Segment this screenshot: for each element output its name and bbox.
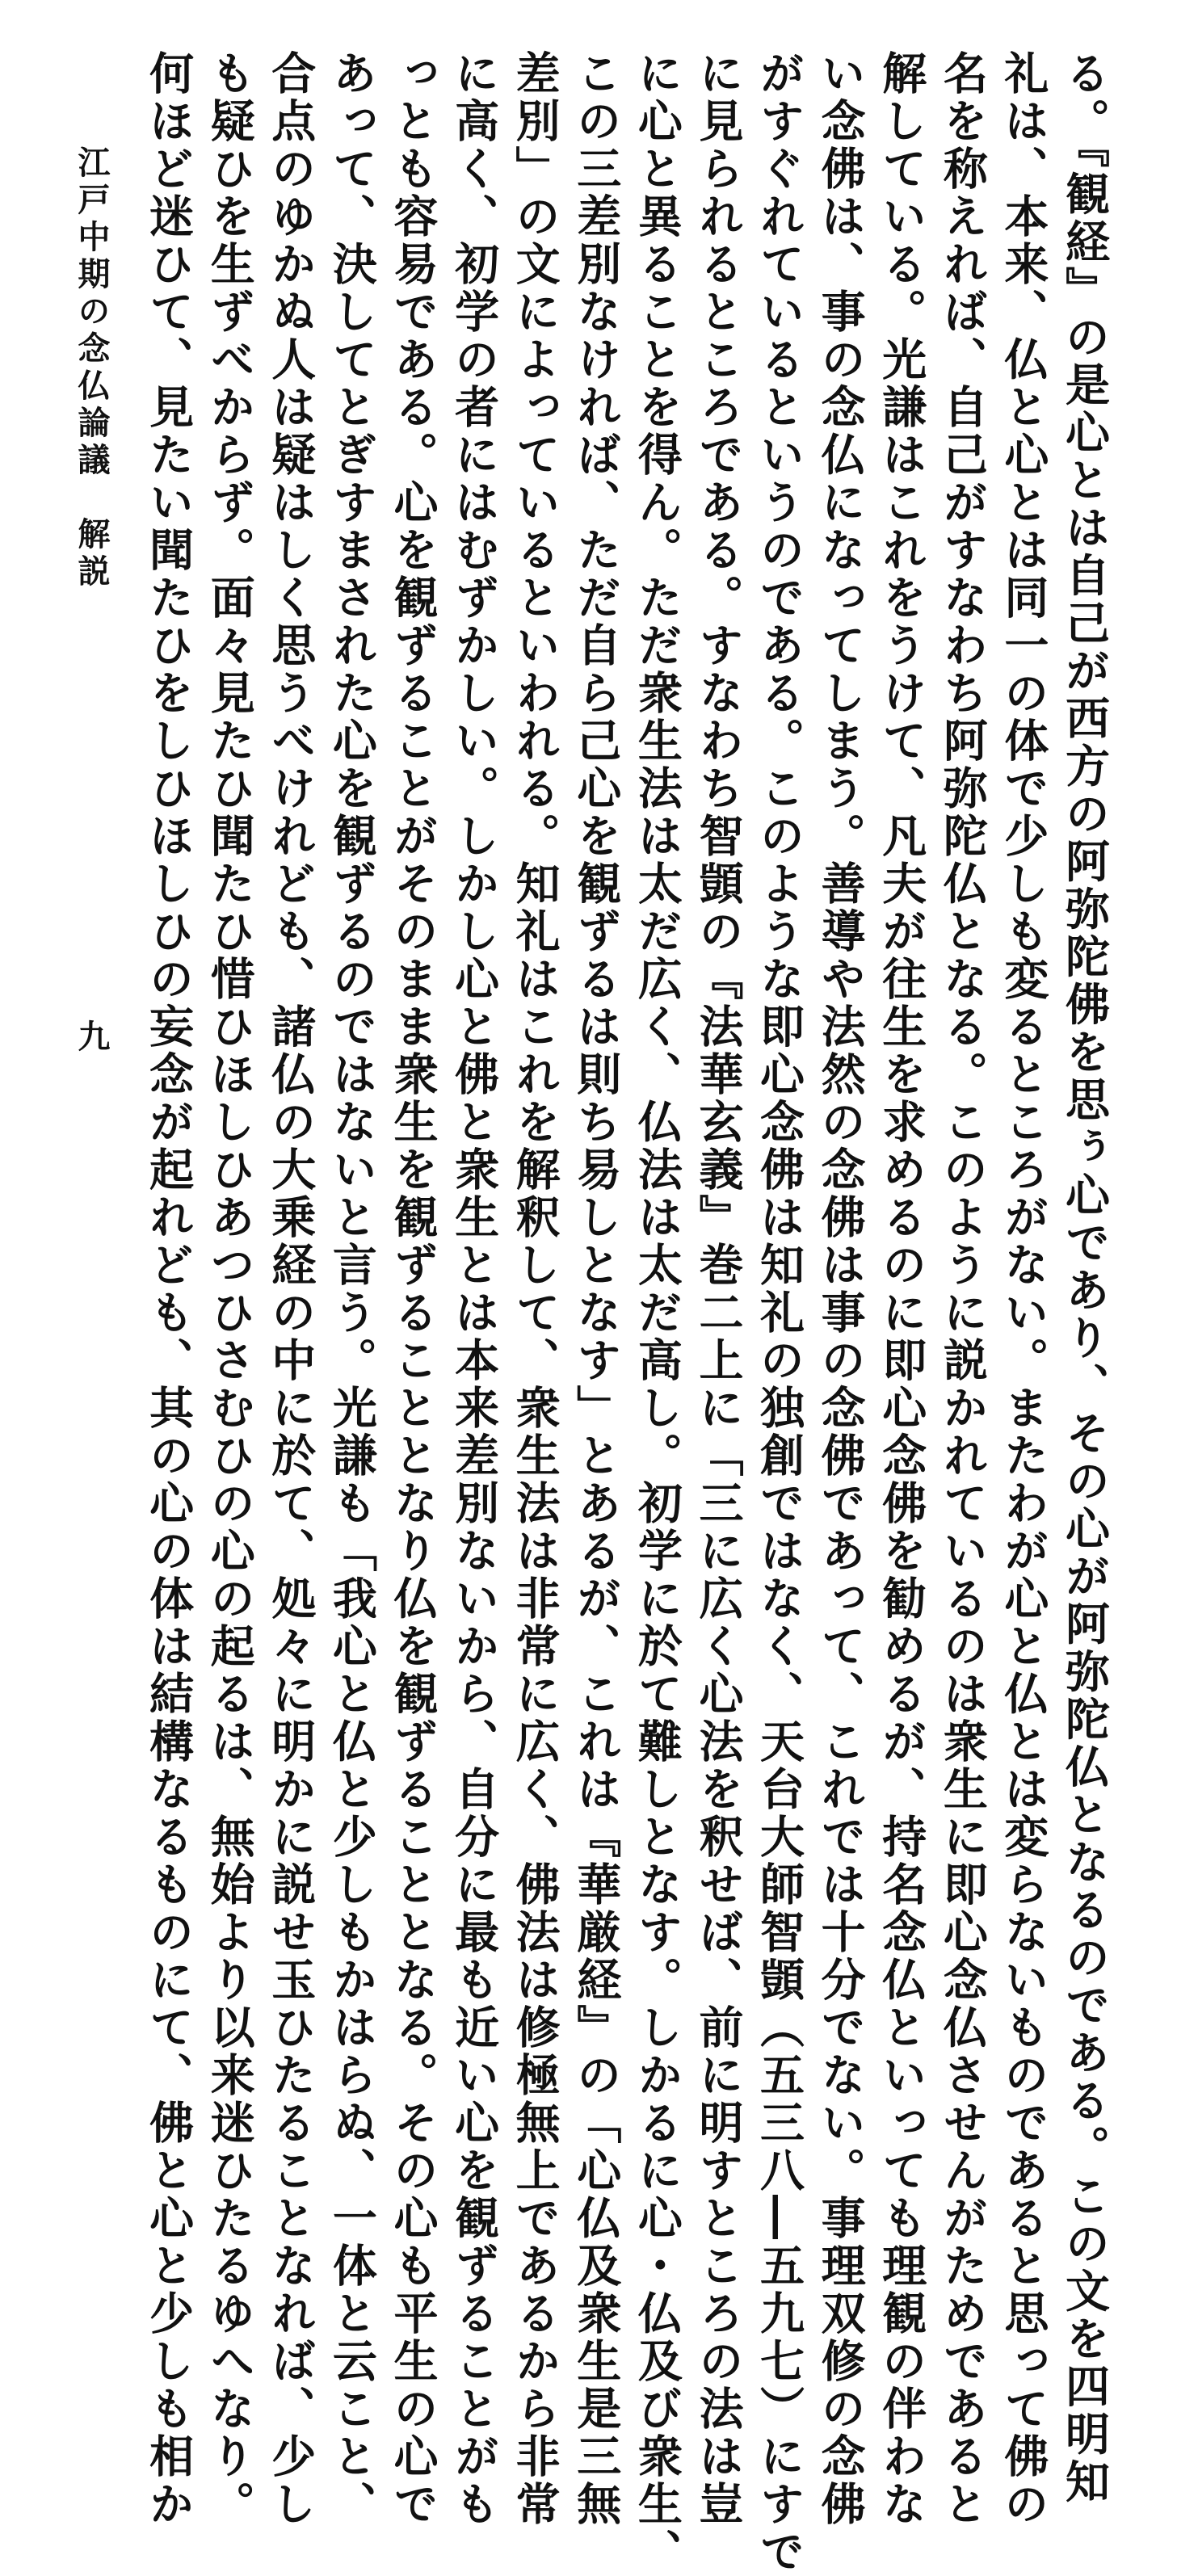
text-line: い念佛は、事の念仏になってしまう。善導や法然の念佛は事の念佛であって、これでは十分でない。事理双修の念佛 <box>813 50 867 2528</box>
text-line: あって、決してとぎすまされた心を観ずるのではないと言う。光謙も「我心と仏と少しもかはらぬ、一体と云こと、 <box>325 50 378 2528</box>
text-line: に高く、初学の者にはむずかしい。しかし心と佛と衆生とは本来差別ないから、自分に最も近い心を観ずることがも <box>448 50 501 2528</box>
text-line: この三差別なければ、ただ自ら己心を観ずるは則ち易しとなす」とあるが、これは『華厳経』の「心仏及衆生是三無 <box>570 50 623 2528</box>
text-line: 何ほど迷ひて、見たい聞たひをしひほしひの妄念が起れども、其の心の体は結構なるものにて、佛と心と少しも相か <box>142 50 195 2528</box>
text-line: 合点のゆかぬ人は疑はしく思うべけれども、諸仏の大乗経の中に於て、処々に明かに説せ玉ひたることなれば、少し <box>264 50 317 2528</box>
text-line: っとも容易である。心を観ずることがそのまま衆生を観ずることとなり仏を観ずることとなる。その心も平生の心で <box>386 50 439 2528</box>
text-line: 差別」の文によっているといわれる。知礼はこれを解釈して、衆生法は非常に広く、佛法は修極無上であるから非常 <box>508 50 561 2528</box>
running-head: 江戸中期の念仏論議 解説 <box>73 145 110 591</box>
page-number: 九 <box>73 1019 110 1052</box>
text-line: 名を称えれば、自己がすなわち阿弥陀仏となる。このように説かれているのは衆生に即心念仏させんがためであると <box>935 50 989 2528</box>
text-line: る。『観経』の是心とは自己が西方の阿弥陀佛を思ぅ心であり、その心が阿弥陀仏となるのである。この文を四明知 <box>1058 50 1111 2507</box>
text-line: がすぐれているというのである。このような即心念佛は知礼の独創ではなく、天台大師智顗（五三八―五九七）にすで <box>753 50 806 2576</box>
text-line: に見られるところである。すなわち智顗の『法華玄義』巻二上に「三に広く心法を釈せば、前に明すところの法は豈 <box>691 50 745 2528</box>
text-line: に心と異ることを得ん。ただ衆生法は太だ広く、仏法は太だ高し。初学に於て難しとなす。しかるに心・仏及び衆生、 <box>630 50 683 2576</box>
body-text <box>121 50 1115 2576</box>
text-line: 礼は、本来、仏と心とは同一の体で少しも変るところがない。またわが心と仏とは変らないものであると思って佛の <box>997 50 1050 2528</box>
text-line: 解している。光謙はこれをうけて、凡夫が往生を求めるのに即心念佛を勧めるが、持名念仏といっても理観の伴わな <box>875 50 928 2528</box>
text-line: も疑ひを生ずべからず。面々見たひ聞たひ惜ひほしひあつひさむひの心の起るは、無始より以来迷ひたるゆへなり。 <box>203 50 256 2528</box>
